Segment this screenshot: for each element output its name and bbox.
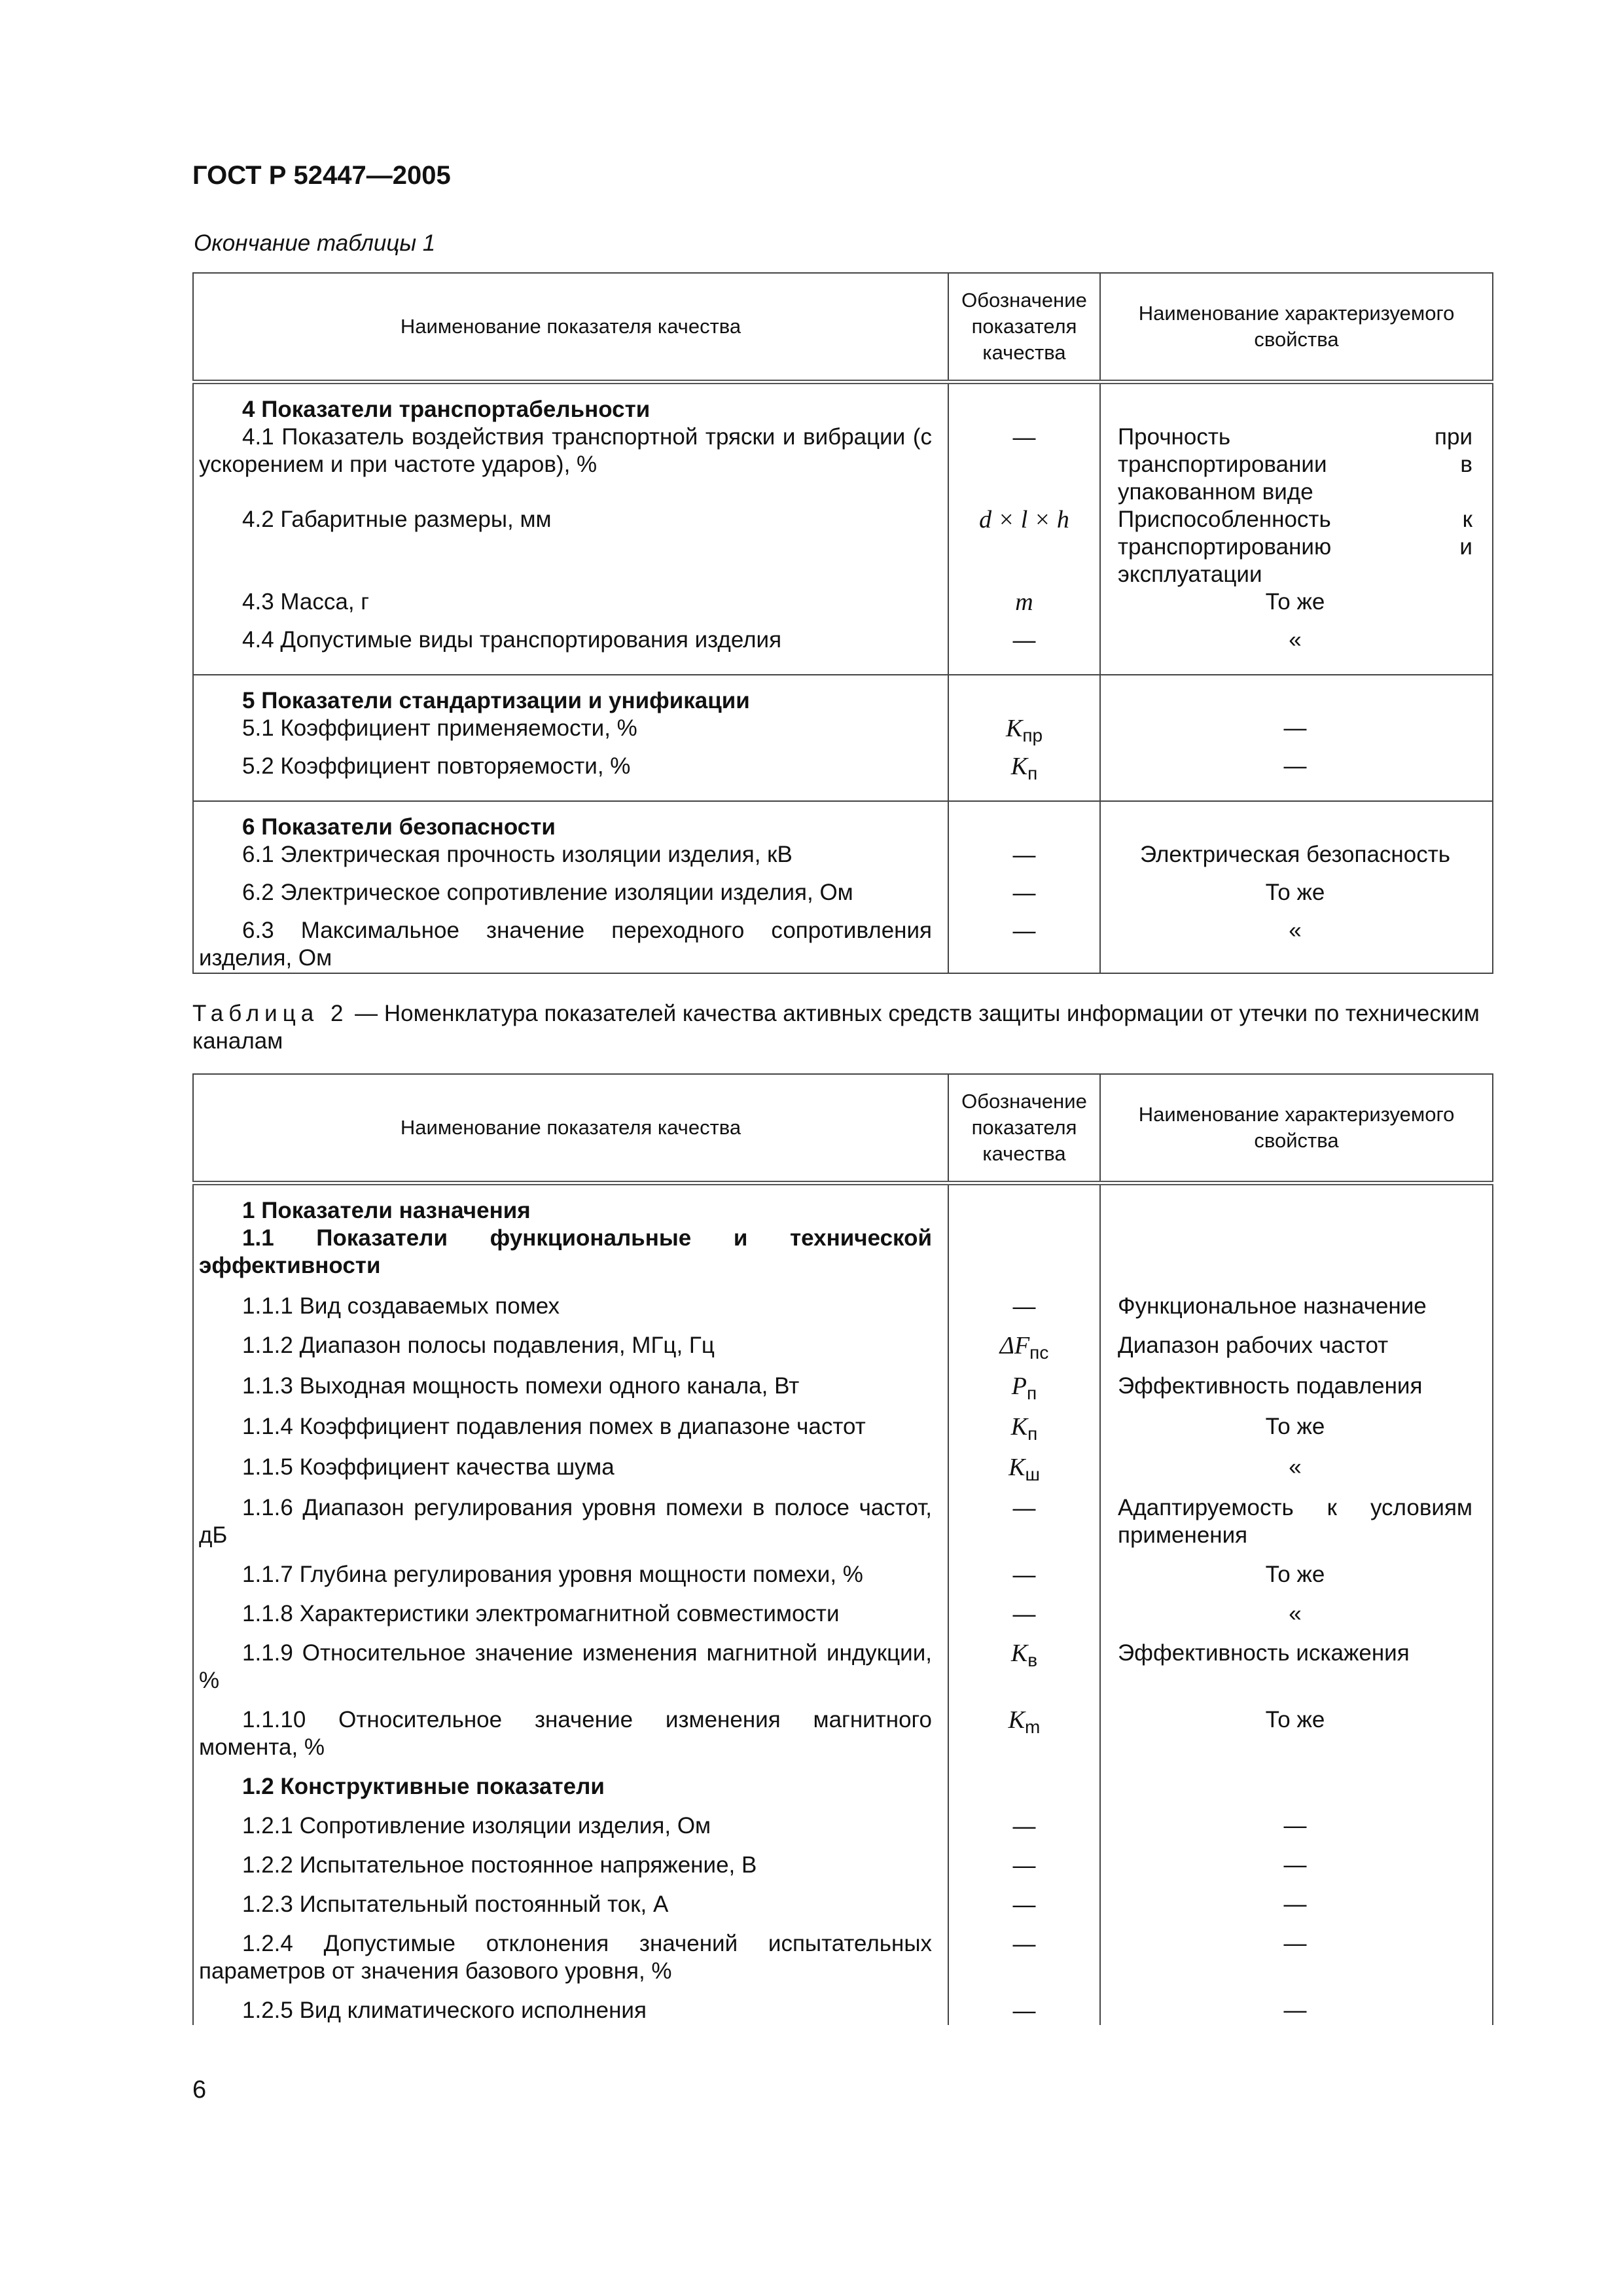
row-property: —: [1100, 1930, 1493, 1997]
row-name: 5 Показатели стандартизации и унификации: [193, 675, 948, 715]
row-name: 6.1 Электрическая прочность изоляции изделия, кВ: [193, 841, 948, 879]
table-row: [193, 801, 1493, 841]
row-name: 1.1.9 Относительное значение изменения магнитной индукции, %: [193, 1640, 948, 1706]
table-row: [193, 675, 1493, 715]
row-symbol: —: [1012, 918, 1036, 944]
row-name: 4 Показатели транспортабельности: [193, 382, 948, 423]
row-name: 4.2 Габаритные размеры, мм: [193, 506, 948, 588]
row-symbol: m: [948, 588, 1100, 626]
row-property: —: [1100, 753, 1493, 801]
row-symbol: K: [1005, 714, 1023, 742]
row-name: 1.2.5 Вид климатического исполнения: [193, 1997, 948, 2025]
row-name: 1.1.2 Диапазон полосы подавления, МГц, Гц: [193, 1332, 948, 1372]
row-property: —: [1100, 1812, 1493, 1852]
table2-col-property: Наименование характеризуемого свойства: [1100, 1074, 1493, 1183]
table-row: [193, 1293, 1493, 1332]
row-symbol-subscript: пс: [1029, 1342, 1049, 1363]
row-name: 1 Показатели назначения: [193, 1183, 948, 1225]
row-property: Приспособленность к транспортированию и эксплуатации: [1100, 506, 1493, 588]
row-name: 1.1.6 Диапазон регулирования уровня помехи в полосе частот, дБ: [193, 1494, 948, 1561]
table-row: [193, 1494, 1493, 1561]
table-row: [193, 1600, 1493, 1640]
table-row: [193, 1773, 1493, 1812]
table1-col-property: Наименование характеризуемого свойства: [1100, 273, 1493, 382]
row-name: 1.1.7 Глубина регулирования уровня мощности помехи, %: [193, 1561, 948, 1600]
row-property: Функциональное назначение: [1100, 1293, 1493, 1332]
table-row: [193, 588, 1493, 626]
row-symbol: K: [1010, 1412, 1028, 1441]
row-property: —: [1100, 1997, 1493, 2025]
row-name: 6.2 Электрическое сопротивление изоляции изделия, Ом: [193, 879, 948, 917]
table-row: [193, 879, 1493, 917]
row-name: 1.1.4 Коэффициент подавления помех в диапазоне частот: [193, 1413, 948, 1454]
table-row: [193, 1372, 1493, 1413]
row-symbol: —: [1012, 1998, 1036, 2024]
row-name: 1.1.5 Коэффициент качества шума: [193, 1454, 948, 1494]
row-symbol: P: [1011, 1372, 1027, 1400]
row-symbol: —: [1012, 1931, 1036, 1957]
table-row: [193, 1930, 1493, 1997]
row-name: 1.1.1 Вид создаваемых помех: [193, 1293, 948, 1332]
row-symbol-subscript: п: [1027, 1382, 1037, 1403]
table2-col-name: Наименование показателя качества: [193, 1074, 948, 1183]
row-symbol-subscript: п: [1027, 1423, 1038, 1444]
row-property: «: [1100, 917, 1493, 973]
row-name: 1.1 Показатели функциональные и технической эффективности: [193, 1225, 948, 1293]
row-symbol: —: [1012, 1892, 1036, 1918]
table-row: [193, 1891, 1493, 1930]
table-row: [193, 382, 1493, 423]
row-property: То же: [1100, 1561, 1493, 1600]
row-name: 1.1.10 Относительное значение изменения магнитного момента, %: [193, 1706, 948, 1773]
row-symbol: K: [1008, 1706, 1026, 1734]
row-symbol-subscript: ш: [1025, 1463, 1040, 1484]
row-name: 1.2 Конструктивные показатели: [193, 1773, 948, 1812]
row-name: 5.2 Коэффициент повторяемости, %: [193, 753, 948, 801]
row-name: 5.1 Коэффициент применяемости, %: [193, 715, 948, 753]
row-symbol: —: [1012, 627, 1036, 653]
row-property: «: [1100, 626, 1493, 675]
table-row: [193, 1561, 1493, 1600]
table1-caption: Окончание таблицы 1: [194, 230, 436, 256]
table-row: [193, 626, 1493, 675]
row-property: Прочность при транспортировании в упакованном виде: [1100, 423, 1493, 506]
row-property: То же: [1100, 588, 1493, 626]
row-name: 1.1.3 Выходная мощность помехи одного канала, Вт: [193, 1372, 948, 1413]
table-row: [193, 1997, 1493, 2025]
row-symbol: —: [1012, 1852, 1036, 1878]
row-symbol: —: [1012, 842, 1036, 868]
row-name: 6 Показатели безопасности: [193, 801, 948, 841]
row-symbol: —: [1012, 1293, 1036, 1319]
row-symbol: —: [1012, 1601, 1036, 1627]
row-symbol: d × l × h: [948, 506, 1100, 588]
page-number: 6: [192, 2076, 207, 2104]
row-symbol: —: [1012, 1813, 1036, 1839]
row-name: 4.1 Показатель воздействия транспортной тряски и вибрации (с ускорением и при частоте ударов), %: [193, 423, 948, 506]
row-name: 6.3 Максимальное значение переходного сопротивления изделия, Ом: [193, 917, 948, 973]
row-property: Диапазон рабочих частот: [1100, 1332, 1493, 1372]
row-name: 1.2.4 Допустимые отклонения значений испытательных параметров от значения базового уровня, %: [193, 1930, 948, 1997]
row-property: То же: [1100, 879, 1493, 917]
row-property: «: [1100, 1454, 1493, 1494]
table-row: [193, 1640, 1493, 1706]
table-row: [193, 1454, 1493, 1494]
table-row: [193, 753, 1493, 801]
table-row: [193, 1183, 1493, 1225]
row-symbol: —: [1012, 424, 1036, 450]
row-name: 4.4 Допустимые виды транспортирования изделия: [193, 626, 948, 675]
table-row: [193, 917, 1493, 973]
row-name: 1.2.2 Испытательное постоянное напряжение, В: [193, 1852, 948, 1891]
row-symbol: ΔF: [999, 1331, 1030, 1359]
table1-col-name: Наименование показателя качества: [193, 273, 948, 382]
row-name: 1.1.8 Характеристики электромагнитной совместимости: [193, 1600, 948, 1640]
table-row: [193, 715, 1493, 753]
row-name: 4.3 Масса, г: [193, 588, 948, 626]
row-name: 1.2.1 Сопротивление изоляции изделия, Ом: [193, 1812, 948, 1852]
row-property: Эффективность искажения: [1100, 1640, 1493, 1706]
row-symbol: —: [1012, 1562, 1036, 1588]
row-symbol: —: [1012, 880, 1036, 906]
table2-caption-text: — Номенклатура показателей качества активных средств защиты информации от утечки по техническим каналам: [192, 1001, 1480, 1054]
table-row: [193, 1706, 1493, 1773]
table1-col-symbol: Обозначение показателя качества: [948, 273, 1100, 382]
table-row: [193, 1413, 1493, 1454]
row-symbol: —: [1012, 1495, 1036, 1521]
document-code: ГОСТ Р 52447—2005: [192, 161, 451, 190]
row-name: 1.2.3 Испытательный постоянный ток, А: [193, 1891, 948, 1930]
table2: [192, 1073, 1493, 2025]
row-property: —: [1100, 1852, 1493, 1891]
table-row: [193, 506, 1493, 588]
row-property: —: [1100, 715, 1493, 753]
table-row: [193, 1852, 1493, 1891]
row-symbol: K: [1008, 1453, 1026, 1481]
table2-col-symbol: Обозначение показателя качества: [948, 1074, 1100, 1183]
row-property: «: [1100, 1600, 1493, 1640]
row-symbol-subscript: m: [1025, 1716, 1041, 1737]
table-row: [193, 841, 1493, 879]
row-symbol-subscript: п: [1027, 762, 1038, 783]
table-row: [193, 423, 1493, 506]
row-property: Эффективность подавления: [1100, 1372, 1493, 1413]
table2-caption: [192, 1000, 1496, 1055]
row-property: Адаптируемость к условиям применения: [1100, 1494, 1493, 1561]
row-symbol-subscript: в: [1027, 1649, 1038, 1670]
row-symbol: K: [1010, 752, 1028, 780]
row-property: —: [1100, 1891, 1493, 1930]
row-symbol-subscript: пр: [1022, 725, 1043, 745]
table-row: [193, 1225, 1493, 1293]
table1: [192, 272, 1493, 974]
table-row: [193, 1812, 1493, 1852]
row-symbol: K: [1010, 1639, 1028, 1667]
row-property: То же: [1100, 1413, 1493, 1454]
table-row: [193, 1332, 1493, 1372]
row-property: Электрическая безопасность: [1100, 841, 1493, 879]
table2-caption-label: Таблица 2: [192, 1001, 349, 1026]
row-property: То же: [1100, 1706, 1493, 1773]
